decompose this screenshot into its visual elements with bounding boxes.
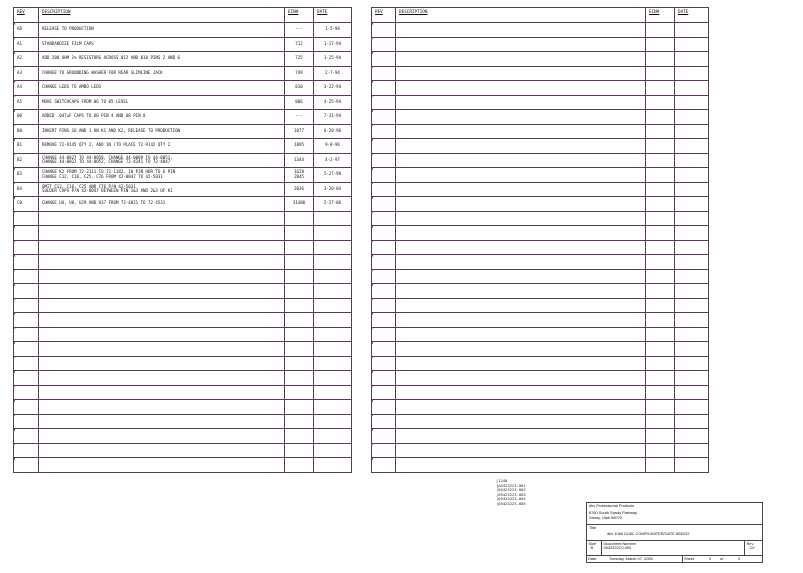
revision-rev-cell: C0 [14,197,39,212]
blank-revision-row [372,226,709,241]
blank-revision-row [372,240,709,255]
revision-table-header [372,8,709,23]
blank-revision-row [372,197,709,212]
revision-row [14,23,352,38]
blank-revision-row [14,240,352,255]
revision-date-cell: 1-5-94 [314,23,352,38]
revision-date-cell: 7-31-94 [314,110,352,125]
revision-date-cell: 1-25-94 [314,52,352,67]
docnum-cell [602,541,745,555]
revision-row [14,124,352,139]
title-label: Title [589,525,597,530]
revision-rev-cell: A5 [14,95,39,110]
revision-description-cell: CHANGE 44-0027 TO 44-0050, CHANGE 44-0009 TO 44-0051, CHANGE 44-0022 TO 44-0052, CHANGE 72-4241 TO 72-4047 [39,153,285,168]
company-block [587,503,762,525]
revision-description-cell: ADDED .047uF CAPS TO U0 PIN 4 AND U8 PIN 8 [39,110,285,125]
revision-ecn-cell: 1077 [285,124,314,139]
docnum-label: Document Number [603,540,637,546]
revision-description-cell: MOVE SWITCHCAPS FROM 06 TO 05 LEVEL [39,95,285,110]
blank-revision-row [372,371,709,386]
revision-description-cell: REMOVE 72-9145 QTY 2, ADD 1N (TO PLACE 72-9142 QTY 2 [39,139,285,154]
revision-description-cell: CHANGE LEDS TO AMBO LEDS [39,81,285,96]
blank-revision-row [14,211,352,226]
eco-number-list: [1248 |05423223.001 |05423223.002 |05423223.003 |05423223.004 |05423223.005 [496,478,526,506]
date-row [587,556,762,562]
revision-description-cell: ADD 200 OHM 1% RESISTORS ACROSS 012 AND 010 PINS 2 AND 6 [39,52,285,67]
revision-ecn-cell: 1620 2045 [285,168,314,183]
revision-row [14,66,352,81]
date-header: DATE [675,8,709,23]
blank-revision-row [372,182,709,197]
revision-date-cell: 9-8-96 [314,139,352,154]
blank-revision-row [14,443,352,458]
blank-revision-row [14,284,352,299]
revision-row [14,110,352,125]
revision-description-cell: STANDARDIZE FILM CAPS [39,37,285,52]
blank-revision-row [372,313,709,328]
rev-cell [745,541,762,555]
description-header: DESCRIPTION [39,8,285,23]
revision-row [14,182,352,197]
rev-header: REV [372,8,396,23]
blank-revision-row [372,37,709,52]
revision-date-cell: 3-20-04 [314,182,352,197]
blank-revision-row [14,356,352,371]
revision-description-cell: RELEASE TO PRODUCTION [39,23,285,38]
revision-description-cell: INVERT PINS 16 AND 1 ON K1 AND K2, RELEASE TO PRODUCTION [39,124,285,139]
revision-rev-cell: B0 [14,124,39,139]
blank-revision-row [372,95,709,110]
blank-revision-row [14,342,352,357]
revision-rev-cell: A3 [14,66,39,81]
rev-label: Rev [746,540,754,546]
blank-revision-row [372,284,709,299]
blank-revision-row [372,400,709,415]
revision-description-cell: CHANGE TO GROUNDING WASHER FOR REAR SLIMLINE JACK [39,66,285,81]
revision-ecn-cell: 749 [285,66,314,81]
revision-row [14,168,352,183]
blank-revision-row [372,255,709,270]
title-block [586,502,763,563]
blank-revision-row [372,110,709,125]
blank-revision-row [372,269,709,284]
revision-ecn-cell: 806 [285,95,314,110]
blank-revision-row [372,385,709,400]
revision-rev-cell: A2 [14,52,39,67]
revision-rev-cell: B3 [14,168,39,183]
rev-value: C0 [749,544,755,550]
revision-row [14,153,352,168]
revision-ecn-cell: --- [285,23,314,38]
date-value: Tuesday, March 07, 2006 [609,556,653,561]
size-cell [587,541,602,555]
blank-revision-row [372,429,709,444]
sheet-label: Sheet [684,556,695,561]
revision-date-cell: 6-20-96 [314,124,352,139]
revision-description-cell: CHANGE K2 FROM 72-2111 TO 72-1182, 10 PIN HDR TO 6 PIN CHANGE C12, C16, C25, C76 FROM 42-0047 TO 42-5031 [39,168,285,183]
revision-rev-cell: A0 [14,23,39,38]
revision-rev-cell: A4 [14,81,39,96]
blank-revision-row [372,342,709,357]
revision-rev-cell: A1 [14,37,39,52]
blank-revision-row [372,458,709,473]
docnum-row [587,541,762,556]
revision-date-cell: 4-2-97 [314,153,352,168]
blank-revision-row [372,327,709,342]
revision-ecn-cell: 810 [285,81,314,96]
drawing-title: dbx 1066 DUAL COMP/LIMITER/GATE 804D22 [607,531,690,537]
blank-revision-row [14,255,352,270]
revision-date-cell: 1-17-94 [314,37,352,52]
of-label: of [720,556,724,561]
blank-revision-row [14,385,352,400]
revision-date-cell: 5-27-98 [314,168,352,183]
blank-revision-row [372,414,709,429]
ecn-header: ECN# [285,8,314,23]
blank-revision-row [372,139,709,154]
blank-revision-row [372,23,709,38]
blank-revision-row [14,429,352,444]
blank-revision-row [372,66,709,81]
date-label: Date: [588,556,598,561]
revision-date-cell: 2-27-06 [314,197,352,212]
revision-rev-cell: 00 [14,110,39,125]
blank-revision-row [14,414,352,429]
blank-revision-row [14,226,352,241]
revision-row [14,139,352,154]
blank-revision-row [14,400,352,415]
blank-revision-row [372,211,709,226]
revision-table-left [13,7,352,473]
revision-rev-cell: B2 [14,153,39,168]
revision-date-cell: 3-22-94 [314,81,352,96]
blank-revision-row [14,313,352,328]
blank-revision-row [14,269,352,284]
rev-header: REV [14,8,39,23]
revision-row [14,37,352,52]
size-label: Size [588,540,597,546]
company-name: dbx Professional Products [589,503,635,508]
size-value: B [590,544,594,550]
description-header: DESCRIPTION [396,8,646,23]
revision-row [14,95,352,110]
blank-revision-row [372,298,709,313]
ecn-header: ECN# [646,8,675,23]
sheet-value: 0 [709,556,712,561]
address-line-2: Sandy, Utah 84070 [589,514,623,520]
docnum-value: 0542322C0.000 [603,544,632,550]
revision-row [14,52,352,67]
revision-ecn-cell: 1095 [285,139,314,154]
revision-description-cell: CHANGE U4, U8, U29 AND U37 FROM 72-4021 TO 72-4531 [39,197,285,212]
revision-ecn-cell: 725 [285,52,314,67]
revision-ecn-cell: 712 [285,37,314,52]
address-line-1: 8760 South Sandy Parkway [589,510,638,516]
revision-table-right [371,7,709,473]
revision-ecn-cell: --- [285,110,314,125]
blank-revision-row [372,356,709,371]
blank-revision-row [372,52,709,67]
blank-revision-row [372,124,709,139]
of-value: 0 [738,556,741,561]
revision-ecn-cell: 1344 [285,153,314,168]
blank-revision-row [14,327,352,342]
revision-row [14,81,352,96]
date-header: DATE [314,8,352,23]
revision-ecn-cell: 2036 [285,182,314,197]
blank-revision-row [372,168,709,183]
title-row [587,525,762,541]
blank-revision-row [372,81,709,96]
blank-revision-row [14,298,352,313]
revision-date-cell: 4-25-94 [314,95,352,110]
revision-table-header [14,8,352,23]
revision-description-cell: OMIT C12, C16, C25 AND C76 P/N 42-5031 SOLDER CAPS P/N 42-0047 BETWEEN PIN 1&3 AND 2&3 OF K1 [39,182,285,197]
revision-rev-cell: B4 [14,182,39,197]
blank-revision-row [14,371,352,386]
revision-ecn-cell: 31480 [285,197,314,212]
revision-rev-cell: B1 [14,139,39,154]
revision-date-cell: 2-7-94 [314,66,352,81]
blank-revision-row [372,153,709,168]
blank-revision-row [14,458,352,473]
blank-revision-row [372,443,709,458]
revision-row [14,197,352,212]
